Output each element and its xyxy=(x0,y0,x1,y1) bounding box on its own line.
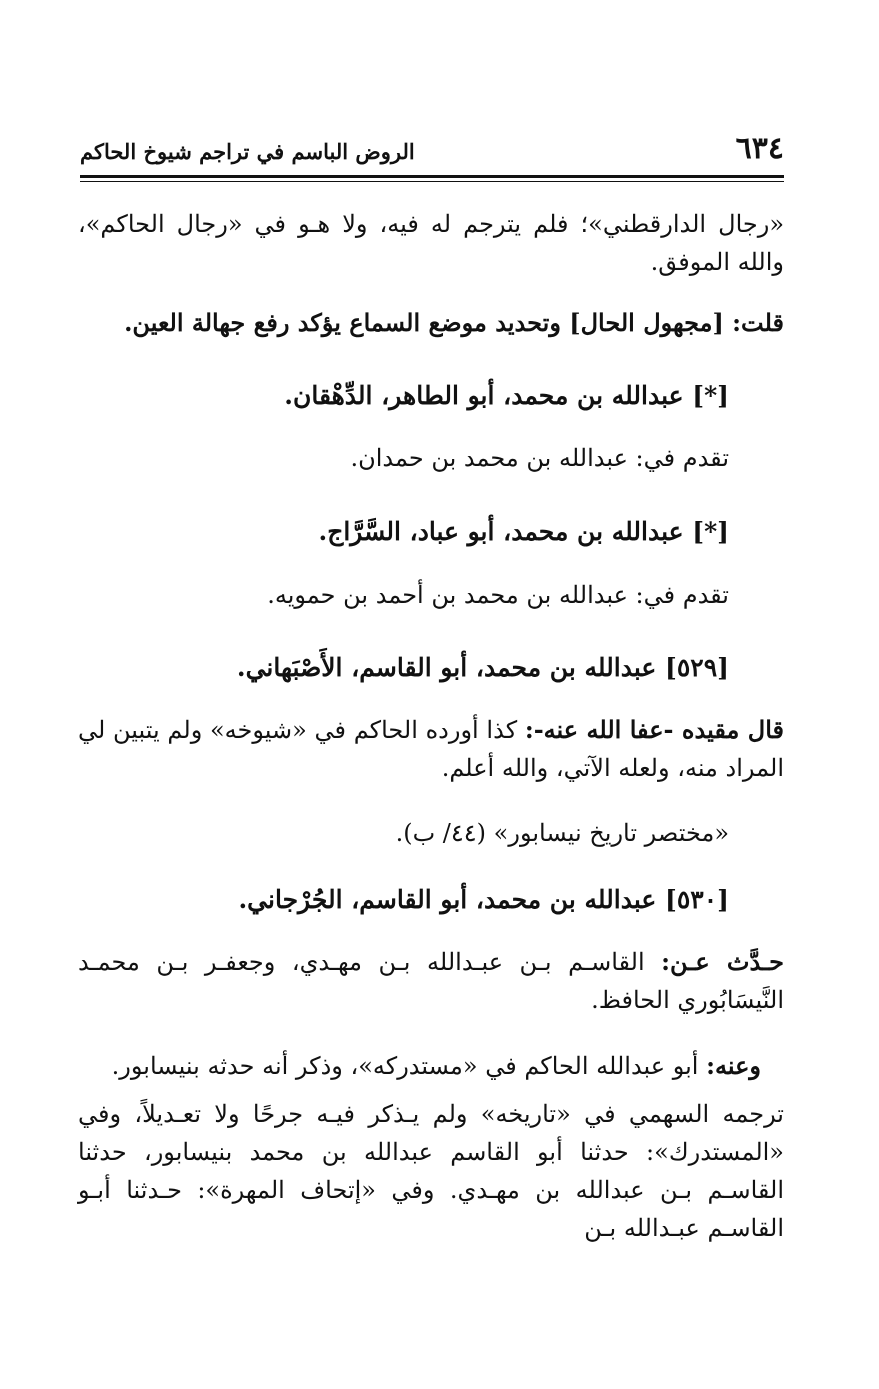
page-number: ٦٣٤ xyxy=(735,131,784,166)
entry-530-narrated-from xyxy=(78,943,784,1019)
paragraph-note: قلت: [مجهول الحال] وتحديد موضع السماع يؤكد رفع جهالة العين. xyxy=(124,308,784,337)
paragraph-continuation: «رجال الدارقطني»؛ فلم يترجم له فيه، ولا هـو في «رجال الحاكم»، والله الموفق. xyxy=(78,210,784,276)
entry-530-narrated-by xyxy=(78,1047,761,1085)
header-rule-thick xyxy=(80,175,784,178)
entry-530-lead-from: حـدَّث عـن: xyxy=(661,947,784,976)
entry-530-by-text: أبو عبدالله الحاكم في «مستدركه»، وذكر أنه حدثه بنيسابور. xyxy=(111,1052,707,1080)
entry-crossref-sarraj: تقدم في: عبدالله بن محمد بن أحمد بن حمويه. xyxy=(267,581,729,609)
page-header xyxy=(80,128,784,172)
entry-530-lead-by: وعنه: xyxy=(706,1051,761,1080)
entry-crossref-dihqan: تقدم في: عبدالله بن محمد بن حمدان. xyxy=(350,444,729,472)
entry-530-biography: ترجمه السهمي في «تاريخه» ولم يـذكر فيـه جرحًا ولا تعـديلاً، وفي «المستدرك»: حدثنا أبو القاسم عبدالله بن محمد بنيسابور، حدثنا القاسـم بـن عبدالله بن مهـدي. وفي «إتحاف المهرة»: حـدثنا أبـو القاسـم عبـدالله بـن xyxy=(78,1100,784,1242)
entry-heading-dihqan: [*] عبدالله بن محمد، أبو الطاهر، الدِّهْقان. xyxy=(284,381,729,410)
running-title: الروض الباسم في تراجم شيوخ الحاكم xyxy=(80,139,415,164)
entry-530-from-text: القاسـم بـن عبـدالله بـن مهـدي، وجعفـر بـن محمـد النَّيسَابُوري الحافظ. xyxy=(78,948,784,1014)
entry-heading-530: [٥٣٠] عبدالله بن محمد، أبو القاسم، الجُرْجاني. xyxy=(238,885,729,914)
entry-529-paragraph xyxy=(78,711,784,787)
entry-heading-sarraj: [*] عبدالله بن محمد، أبو عباد، السَّرَّاج. xyxy=(318,517,729,546)
entry-heading-529: [٥٢٩] عبدالله بن محمد، أبو القاسم، الأَصْبَهاني. xyxy=(236,653,729,682)
entry-529-lead: قال مقيده -عفا الله عنه-: xyxy=(524,715,784,744)
entry-529-source: «مختصر تاريخ نيسابور» (٤٤/ ب). xyxy=(395,819,729,847)
header-rule-thin xyxy=(80,181,784,182)
entry-529-text: كذا أورده الحاكم في «شيوخه» ولم يتبين لي المراد منه، ولعله الآتي، والله أعلم. xyxy=(78,716,784,782)
